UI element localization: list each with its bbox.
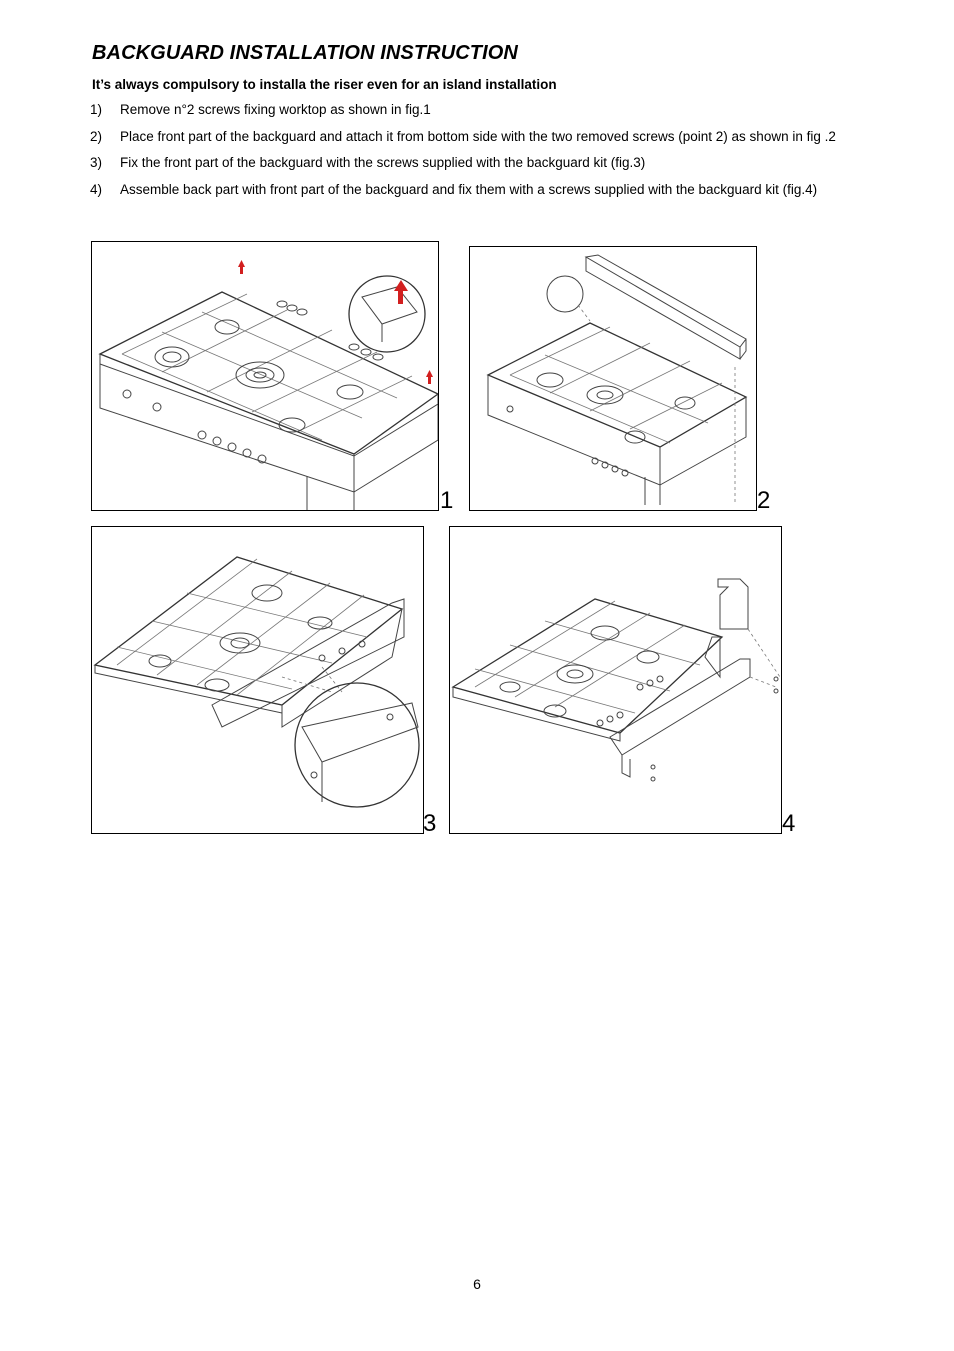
page-title: BACKGUARD INSTALLATION INSTRUCTION bbox=[92, 42, 518, 64]
figure-1 bbox=[91, 241, 439, 511]
step-number: 3) bbox=[90, 155, 103, 170]
step-text: Fix the front part of the backguard with the screws supplied with the backguard kit (fig.3) bbox=[120, 155, 646, 170]
red-arrow-icon bbox=[428, 376, 431, 384]
step-item bbox=[90, 182, 864, 199]
figure-3-label: 3 bbox=[423, 810, 437, 837]
page-number: 6 bbox=[473, 1276, 481, 1292]
figure-3 bbox=[91, 526, 424, 834]
step-item bbox=[90, 155, 864, 172]
backguard-assembly-illustration bbox=[450, 527, 781, 833]
step-number: 1) bbox=[90, 102, 103, 117]
step-text: Assemble back part with front part of the backguard and fix them with a screws supplied with the backguard kit (fig.4) bbox=[120, 181, 818, 197]
figure-4-label: 4 bbox=[782, 810, 796, 837]
steps-list bbox=[90, 102, 864, 208]
red-arrow-icon bbox=[398, 290, 403, 304]
step-number: 2) bbox=[90, 128, 103, 144]
step-text: Place front part of the backguard and attach it from bottom side with the two removed screws (point 2) as shown in fig .2 bbox=[120, 128, 836, 144]
figure-2-label: 2 bbox=[757, 487, 771, 514]
figure-4 bbox=[449, 526, 782, 834]
step-number: 4) bbox=[90, 181, 103, 197]
step-item bbox=[90, 129, 864, 146]
page-subtitle: It’s always compulsory to installa the riser even for an island installation bbox=[92, 77, 557, 92]
step-text: Remove n°2 screws fixing worktop as shown in fig.1 bbox=[120, 102, 431, 117]
red-arrow-icon bbox=[426, 370, 433, 377]
figure-1-label: 1 bbox=[440, 487, 454, 514]
red-arrow-icon bbox=[238, 260, 245, 267]
figure-2 bbox=[469, 246, 757, 511]
cooktop-backguard-placement-illustration bbox=[470, 247, 756, 510]
cooktop-screw-removal-illustration bbox=[92, 242, 438, 510]
cooktop-backguard-screw-fixing-illustration bbox=[92, 527, 423, 833]
step-item bbox=[90, 102, 864, 119]
red-arrow-icon bbox=[240, 266, 243, 274]
